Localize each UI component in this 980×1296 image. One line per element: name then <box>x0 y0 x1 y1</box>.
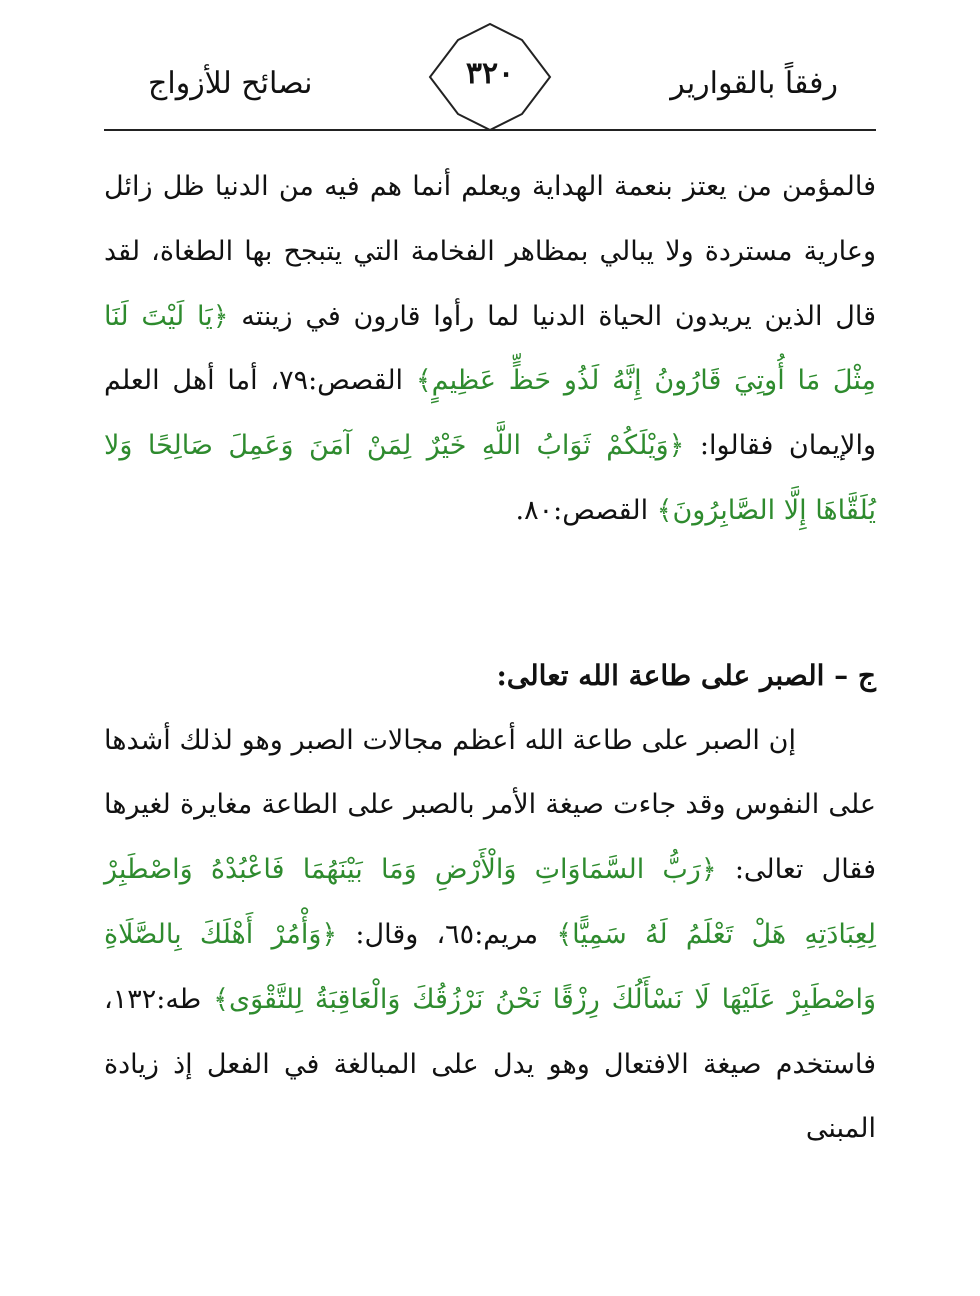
running-header-book-title: رفقاً بالقوارير <box>670 66 838 101</box>
quran-verse: ﴿يَا لَيْتَ لَنَا مِثْلَ مَا أُوتِيَ قَارُونُ إِنَّهُ لَذُو حَظٍّ عَظِيمٍ﴾ <box>104 300 876 397</box>
body-text: طه:١٣٢، فاستخدم صيغة الافتعال وهو يدل على المبالغة في الفعل إذ زيادة المبنى <box>104 983 876 1145</box>
body-text: القصص:٨٠. <box>515 494 657 526</box>
page-number-badge <box>420 22 560 132</box>
body-text: إن الصبر على طاعة الله أعظم مجالات الصبر وهو لذلك أشدها على النفوس وقد جاءت صيغة الأمر بالصبر على الطاعة مغايرة لغيرها فقال تعالى: <box>104 724 876 886</box>
running-header-chapter-title: نصائح للأزواج <box>148 66 313 101</box>
page-number: ٣٢٠ <box>465 56 515 91</box>
section-gap <box>104 544 876 644</box>
page-body <box>104 155 876 1162</box>
quran-verse: ﴿وَيْلَكُمْ ثَوَابُ اللَّهِ خَيْرٌ لِمَنْ آمَنَ وَعَمِلَ صَالِحًا وَلا يُلَقَّاهَا إِلَّا الصَّابِرُونَ﴾ <box>104 430 876 526</box>
paragraph <box>104 155 876 544</box>
paragraph <box>104 709 876 1163</box>
header-divider <box>104 129 876 131</box>
section-heading: ج – الصبر على طاعة الله تعالى: <box>496 658 876 692</box>
body-text: القصص:٧٩، أما أهل العلم والإيمان فقالوا: <box>104 365 876 462</box>
quran-verse: ﴿وَأْمُرْ أَهْلَكَ بِالصَّلَاةِ وَاصْطَبِرْ عَلَيْهَا لَا نَسْأَلُكَ رِزْقًا نَحْنُ نَرْزُقُكَ وَالْعَاقِبَةُ لِلتَّقْوَى﴾ <box>104 918 876 1015</box>
body-text: مريم:٦٥، وقال: <box>337 918 557 950</box>
body-text: فالمؤمن من يعتز بنعمة الهداية ويعلم أنما هم فيه من الدنيا ظل زائل وعارية مستردة ولا يبالي بمظاهر الفخامة التي يتبجح بها الطغاة، لقد قال الذين يريدون الحياة الدنيا لما رأوا قارون في زينته <box>104 171 876 332</box>
quran-verse: ﴿رَبُّ السَّمَاوَاتِ وَالْأَرْضِ وَمَا بَيْنَهُمَا فَاعْبُدْهُ وَاصْطَبِرْ لِعِبَادَتِهِ هَلْ تَعْلَمُ لَهُ سَمِيًّا﴾ <box>104 854 876 950</box>
